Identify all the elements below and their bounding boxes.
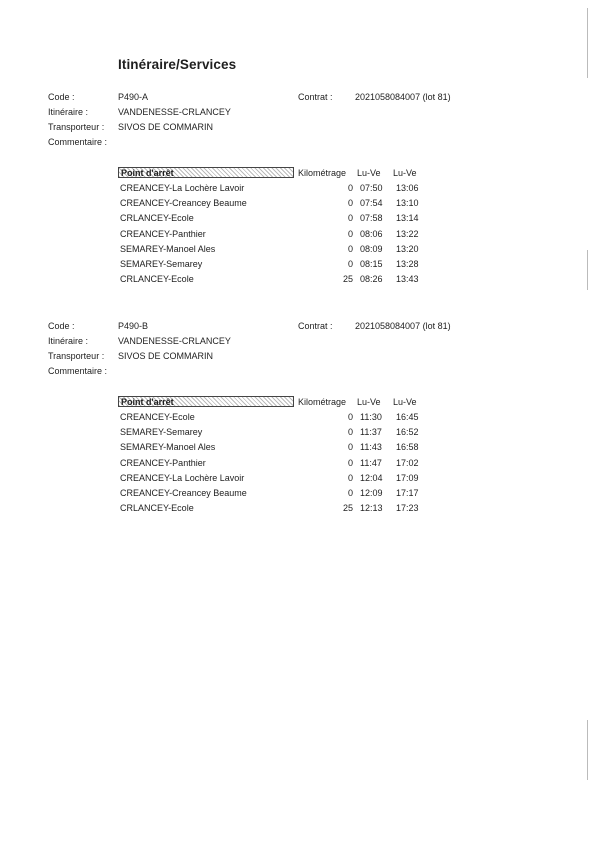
stop-name: SEMAREY-Semarey <box>120 259 203 269</box>
table-row <box>0 274 595 286</box>
stop-time-2: 13:14 <box>396 213 419 223</box>
table-row <box>0 412 595 424</box>
itinerary-value: VANDENESSE-CRLANCEY <box>118 336 231 346</box>
stop-km: 0 <box>347 458 353 468</box>
code-label: Code : <box>48 92 75 102</box>
stop-km: 25 <box>342 503 353 513</box>
stop-time-1: 08:09 <box>360 244 383 254</box>
stop-time-2: 13:20 <box>396 244 419 254</box>
stop-km: 0 <box>347 412 353 422</box>
stop-name: CRLANCEY-Ecole <box>120 503 194 513</box>
stop-time-1: 08:06 <box>360 229 383 239</box>
table-row <box>0 183 595 195</box>
stop-time-2: 17:17 <box>396 488 419 498</box>
itinerary-label: Itinéraire : <box>48 336 89 346</box>
stop-time-1: 11:30 <box>360 412 382 422</box>
table-row <box>0 213 595 225</box>
header-time-2: Lu-Ve <box>393 397 417 407</box>
stop-time-2: 16:45 <box>396 412 419 422</box>
stop-name: CREANCEY-Ecole <box>120 412 195 422</box>
code-value: P490-B <box>118 321 149 331</box>
stop-time-1: 11:43 <box>360 442 382 452</box>
stop-time-1: 12:04 <box>360 473 383 483</box>
stop-km: 0 <box>347 427 353 437</box>
stop-time-1: 11:37 <box>360 427 382 437</box>
code-label: Code : <box>48 321 75 331</box>
stop-time-2: 13:10 <box>396 198 419 208</box>
stop-time-2: 13:43 <box>396 274 419 284</box>
table-row <box>0 198 595 210</box>
stop-km: 0 <box>347 488 353 498</box>
stop-time-1: 08:26 <box>360 274 383 284</box>
contract-value: 2021058084007 (lot 81) <box>355 321 451 331</box>
stop-km: 0 <box>347 442 353 452</box>
stop-name: CREANCEY-La Lochère Lavoir <box>120 473 245 483</box>
stop-time-1: 08:15 <box>360 259 383 269</box>
comments-label: Commentaire : <box>48 137 108 147</box>
stop-time-2: 13:06 <box>396 183 419 193</box>
table-row <box>0 442 595 454</box>
stop-time-1: 11:47 <box>360 458 382 468</box>
stop-time-1: 07:54 <box>360 198 383 208</box>
stop-km: 0 <box>347 229 353 239</box>
header-time-2: Lu-Ve <box>393 168 417 178</box>
itinerary-label: Itinéraire : <box>48 107 89 117</box>
table-row <box>0 473 595 485</box>
stop-time-2: 16:52 <box>396 427 419 437</box>
stop-time-2: 17:23 <box>396 503 419 513</box>
stop-time-2: 13:22 <box>396 229 419 239</box>
transporter-label: Transporteur : <box>48 351 105 361</box>
table-row <box>0 503 595 515</box>
transporter-label: Transporteur : <box>48 122 105 132</box>
contract-value: 2021058084007 (lot 81) <box>355 92 451 102</box>
header-km: Kilométrage <box>298 168 347 178</box>
stop-km: 0 <box>347 213 353 223</box>
stop-km: 0 <box>347 198 353 208</box>
table-row <box>0 244 595 256</box>
stop-name: CREANCEY-Panthier <box>120 229 206 239</box>
header-time-1: Lu-Ve <box>357 168 381 178</box>
table-row <box>0 458 595 470</box>
header-km: Kilométrage <box>298 397 347 407</box>
transporter-value: SIVOS DE COMMARIN <box>118 122 214 132</box>
scan-edge-mark <box>587 250 588 290</box>
stop-time-1: 07:58 <box>360 213 383 223</box>
stop-name: CREANCEY-Panthier <box>120 458 206 468</box>
stop-name: CREANCEY-Creancey Beaume <box>120 198 247 208</box>
stop-time-2: 16:58 <box>396 442 419 452</box>
contract-label: Contrat : <box>298 92 333 102</box>
header-stop: Point d'arrêt <box>118 167 294 178</box>
stop-time-1: 12:13 <box>360 503 383 513</box>
stop-name: CRLANCEY-Ecole <box>120 274 194 284</box>
header-stop: Point d'arrêt <box>118 396 294 407</box>
stop-name: SEMAREY-Manoel Ales <box>120 442 216 452</box>
stop-name: CRLANCEY-Ecole <box>120 213 194 223</box>
table-row <box>0 259 595 271</box>
scan-edge-mark <box>587 8 588 78</box>
stop-km: 0 <box>347 244 353 254</box>
table-row <box>0 488 595 500</box>
stop-time-2: 17:09 <box>396 473 419 483</box>
header-time-1: Lu-Ve <box>357 397 381 407</box>
scan-edge-mark <box>587 720 588 780</box>
comments-label: Commentaire : <box>48 366 108 376</box>
table-row <box>0 229 595 241</box>
stop-km: 0 <box>347 259 353 269</box>
stop-name: CREANCEY-La Lochère Lavoir <box>120 183 245 193</box>
page-title: Itinéraire/Services <box>118 57 237 72</box>
stop-km: 0 <box>347 473 353 483</box>
code-value: P490-A <box>118 92 149 102</box>
stop-time-2: 17:02 <box>396 458 419 468</box>
stop-time-1: 12:09 <box>360 488 383 498</box>
stop-name: CREANCEY-Creancey Beaume <box>120 488 247 498</box>
stop-km: 0 <box>347 183 353 193</box>
stop-time-1: 07:50 <box>360 183 383 193</box>
contract-label: Contrat : <box>298 321 333 331</box>
stop-name: SEMAREY-Manoel Ales <box>120 244 216 254</box>
stop-km: 25 <box>342 274 353 284</box>
table-row <box>0 427 595 439</box>
stop-time-2: 13:28 <box>396 259 419 269</box>
itinerary-value: VANDENESSE-CRLANCEY <box>118 107 231 117</box>
transporter-value: SIVOS DE COMMARIN <box>118 351 214 361</box>
stop-name: SEMAREY-Semarey <box>120 427 203 437</box>
